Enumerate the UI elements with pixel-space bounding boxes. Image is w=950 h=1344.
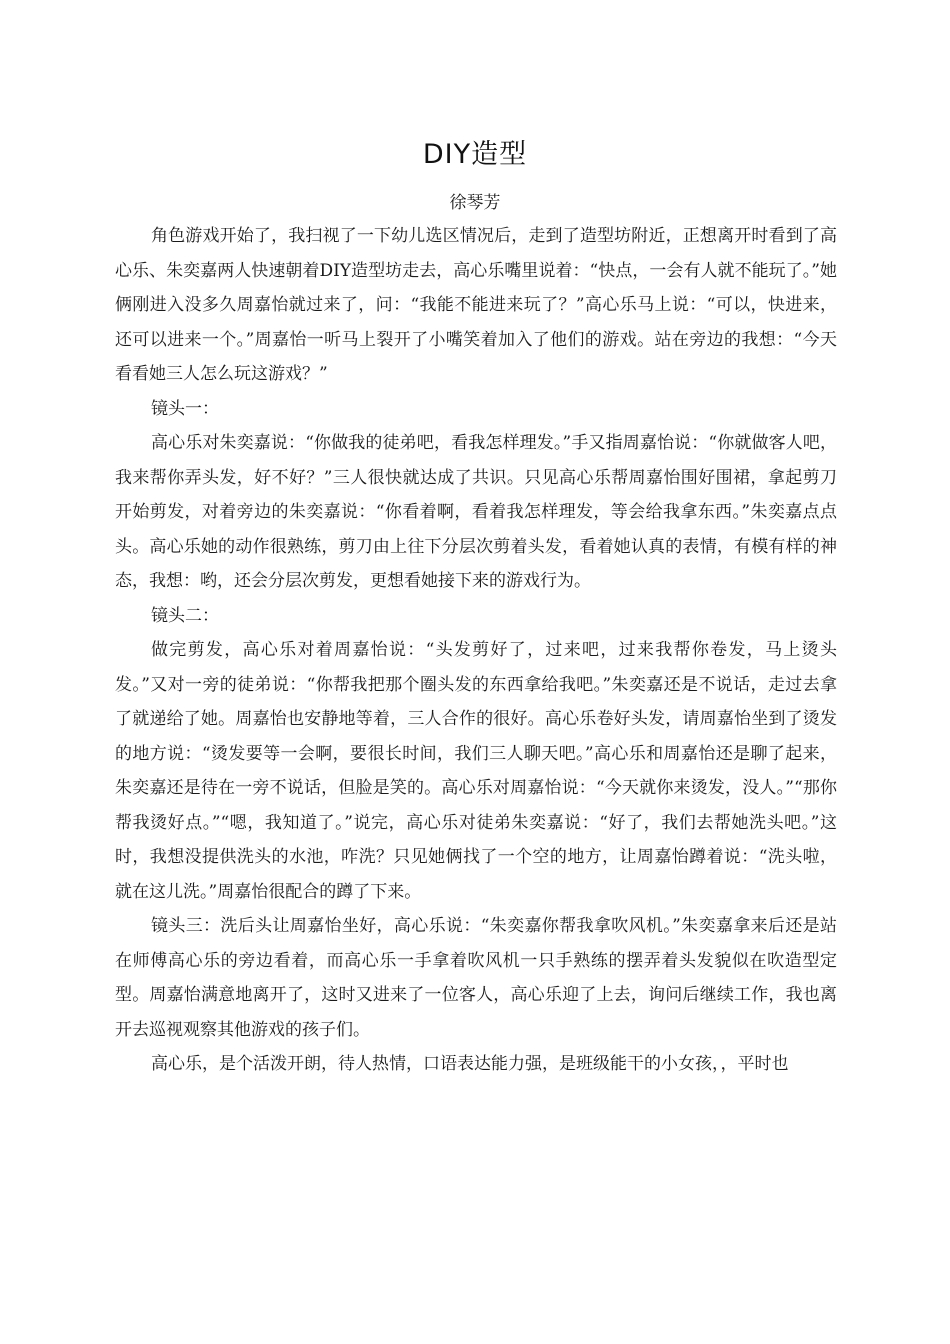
paragraph-shot-1: 高心乐对朱奕嘉说：“你做我的徒弟吧，看我怎样理发。”手又指周嘉怡说：“你就做客人吧，我来帮你弄头发，好不好？”三人很快就达成了共识。只见高心乐帮周嘉怡围好围裙，拿起剪刀开始剪发，对着旁边的朱奕嘉说：“你看着啊，看着我怎样理发，等会给我拿东西。”朱奕嘉点点头。高心乐她的动作很熟练，剪刀由上往下分层次剪着头发，看着她认真的表情，有模有样的神态，我想：哟，还会分层次剪发，更想看她接下来的游戏行为。 [115, 433, 837, 591]
document-body [115, 219, 837, 1082]
document-title: DIY造型 [422, 139, 528, 170]
paragraph-shot-3: 镜头三：洗后头让周嘉怡坐好，高心乐说：“朱奕嘉你帮我拿吹风机。”朱奕嘉拿来后还是站在师傅高心乐的旁边看着，而高心乐一手拿着吹风机一只手熟练的摆弄着头发貌似在吹造型定型。周嘉怡满意地离开了，这时又进来了一位客人，高心乐迎了上去，询问后继续工作，我也离开去巡视观察其他游戏的孩子们。 [115, 916, 837, 1040]
paragraph-intro: 角色游戏开始了，我扫视了一下幼儿选区情况后，走到了造型坊附近，正想离开时看到了高心乐、朱奕嘉两人快速朝着DIY造型坊走去，高心乐嘴里说着：“快点，一会有人就不能玩了。”她俩刚进入没多久周嘉怡就过来了，问：“我能不能进来玩了？”高心乐马上说：“可以，快进来，还可以进来一个。”周嘉怡一听马上裂开了小嘴笑着加入了他们的游戏。站在旁边的我想：“今天看看她三人怎么玩这游戏？” [115, 226, 837, 384]
paragraph-shot-2: 做完剪发，高心乐对着周嘉怡说：“头发剪好了，过来吧，过来我帮你卷发，马上烫头发。”又对一旁的徒弟说：“你帮我把那个圈头发的东西拿给我吧。”朱奕嘉还是不说话，走过去拿了就递给了她。周嘉怡也安静地等着，三人合作的很好。高心乐卷好头发，请周嘉怡坐到了烫发的地方说：“烫发要等一会啊，要很长时间，我们三人聊天吧。”高心乐和周嘉怡还是聊了起来，朱奕嘉还是待在一旁不说话，但脸是笑的。高心乐对周嘉怡说：“今天就你来烫发，没人。”“那你帮我烫好点。”“嗯，我知道了。”说完，高心乐对徒弟朱奕嘉说：“好了，我们去帮她洗头吧。”这时，我想没提供洗头的水池，咋洗？只见她俩找了一个空的地方，让周嘉怡蹲着说：“洗头啦，就在这儿洗。”周嘉怡很配合的蹲了下来。 [115, 640, 837, 902]
author-name: 徐琴芳 [449, 193, 501, 213]
section-heading-shot-2: 镜头二： [151, 605, 219, 626]
section-heading-shot-1: 镜头一： [151, 398, 219, 419]
paragraph-analysis: 高心乐，是个活泼开朗，待人热情，口语表达能力强，是班级能干的小女孩，，平时也 [151, 1054, 789, 1074]
